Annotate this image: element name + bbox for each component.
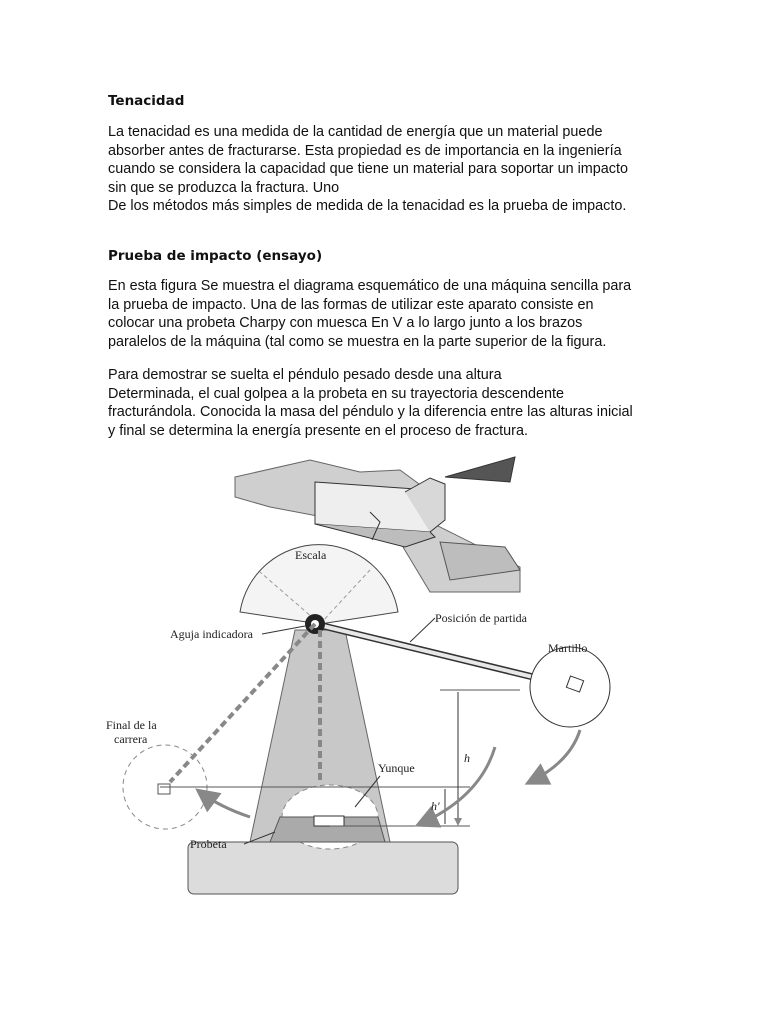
text-line: En esta figura Se muestra el diagrama esquemático de una máquina sencilla para <box>108 278 632 294</box>
text-line: y final se determina la energía presente en el proceso de fractura. <box>108 422 528 439</box>
swing-arrow-3 <box>200 792 250 817</box>
label-final-2: carrera <box>114 732 148 746</box>
impact-test-diagram <box>100 452 630 912</box>
text-line: paralelos de la máquina (tal como se muestra en la parte superior de la figura. <box>108 333 607 350</box>
paragraph-demostrar <box>108 366 668 440</box>
label-hprime: h′ <box>431 799 440 813</box>
text-line: De los métodos más simples de medida de la tenacidad es la prueba de impacto. <box>108 198 627 215</box>
label-posicion: Posición de partida <box>435 611 527 625</box>
leader-posicion <box>410 618 435 642</box>
hammer-start <box>530 647 610 727</box>
label-h: h <box>464 751 470 765</box>
text-line: fracturándola. Conocida la masa del péndulo y la diferencia entre las alturas inicial <box>108 404 633 421</box>
specimen <box>314 816 344 826</box>
swing-arrow-1 <box>530 730 580 782</box>
paragraph-figura <box>108 277 668 351</box>
label-escala: Escala <box>295 548 327 562</box>
text-line: La tenacidad es una medida de la cantidad de energía que un material puede <box>108 124 603 140</box>
text-line: cuando se considera la capacidad que tiene un material para soportar un impacto <box>108 161 628 178</box>
label-yunque: Yunque <box>378 761 415 775</box>
heading-prueba-impacto: Prueba de impacto (ensayo) <box>108 248 323 264</box>
label-final-1: Final de la <box>106 718 157 732</box>
text-line: colocar una probeta Charpy con muesca En V a lo largo junto a los brazos <box>108 315 583 332</box>
paragraph-tenacidad <box>108 123 668 216</box>
label-aguja: Aguja indicadora <box>170 627 253 641</box>
text-line: absorber antes de fracturarse. Esta propiedad es de importancia en la ingeniería <box>108 142 622 159</box>
text-line: Para demostrar se suelta el péndulo pesado desde una altura <box>108 367 502 383</box>
heading-tenacidad: Tenacidad <box>108 93 185 109</box>
text-line: la prueba de impacto. Una de las formas de utilizar este aparato consiste en <box>108 296 594 313</box>
text-line: Determinada, el cual golpea a la probeta en su trayectoria descendente <box>108 385 564 402</box>
label-probeta: Probeta <box>190 837 227 851</box>
label-martillo: Martillo <box>548 641 588 655</box>
machine-base <box>188 842 458 894</box>
text-line: sin que se produzca la fractura. Uno <box>108 179 340 196</box>
